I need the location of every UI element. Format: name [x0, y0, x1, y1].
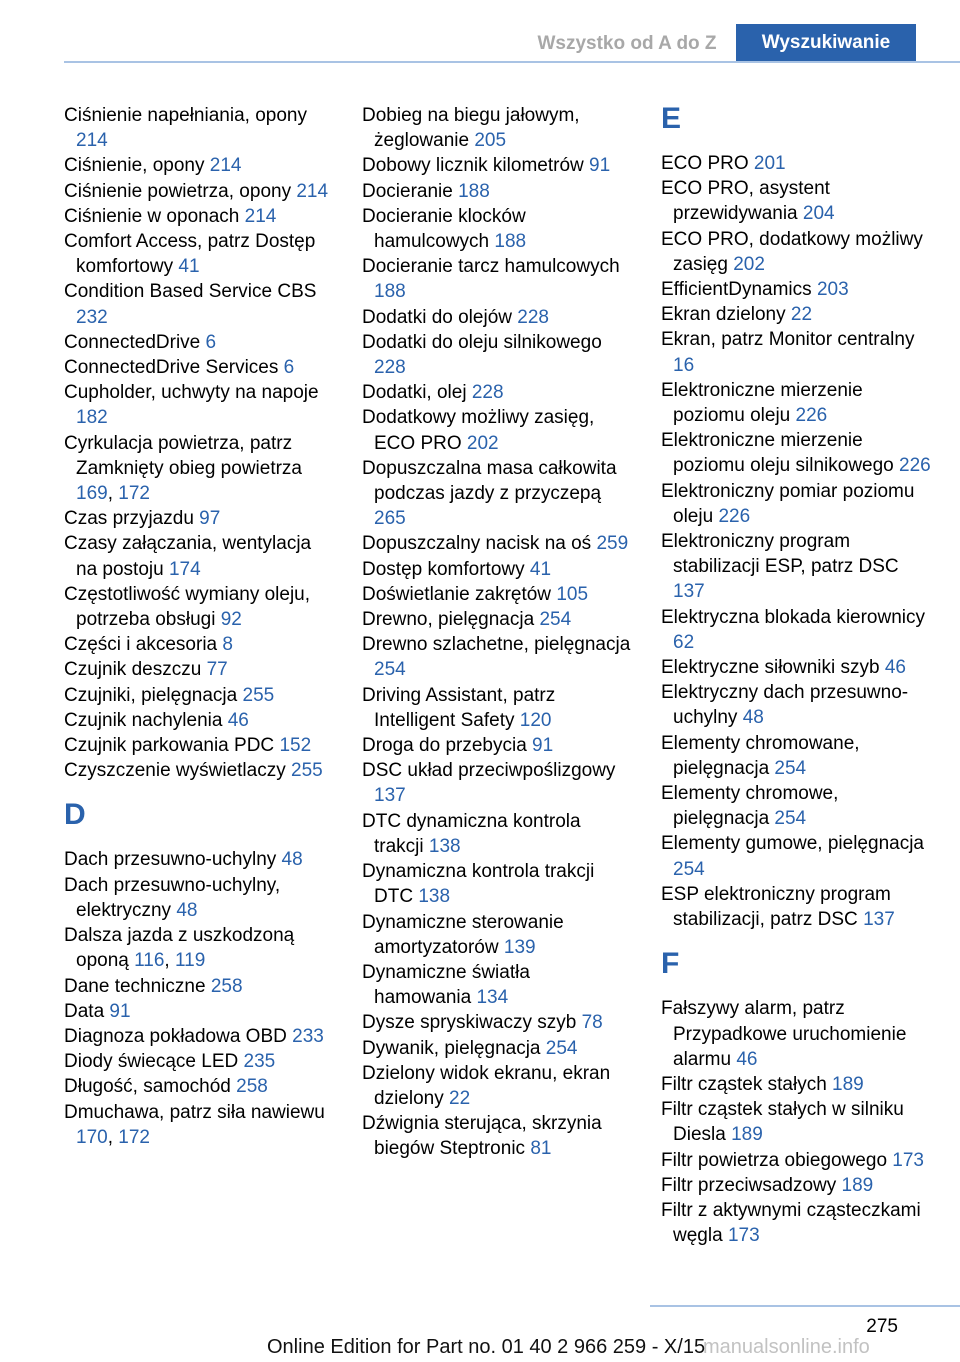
index-term: Dopuszczalny nacisk na oś	[362, 533, 592, 555]
index-term: EfficientDynamics	[661, 279, 812, 301]
index-entry	[362, 1061, 632, 1111]
page-reference-link[interactable]: 265	[374, 508, 406, 530]
index-term: Dywanik, pielęgnacja	[362, 1037, 541, 1059]
page-reference-link[interactable]: 41	[178, 256, 200, 278]
index-term: Elektroniczne mierzenie poziomu oleju silnikowego	[661, 430, 894, 477]
page-reference-link[interactable]: 233	[292, 1025, 324, 1047]
page-number: 275	[866, 1316, 898, 1337]
index-term: Filtr powietrza obiegowego	[661, 1149, 888, 1171]
page-reference-link[interactable]: 91	[532, 735, 554, 757]
page-reference-link[interactable]: 228	[471, 382, 504, 404]
index-term: Filtr przeciwsadzowy	[661, 1174, 837, 1196]
index-entry	[362, 153, 632, 178]
index-entry	[362, 733, 632, 758]
index-term: Czas przyjazdu	[64, 508, 194, 530]
index-entry	[64, 380, 334, 430]
index-term: Docieranie tarcz hamulcowych	[362, 256, 620, 278]
page-reference-link[interactable]: 188	[494, 231, 527, 253]
index-entry	[64, 632, 334, 657]
page-reference-link[interactable]: 172	[118, 483, 150, 505]
index-term: Drewno, pielęgnacja	[362, 609, 535, 631]
page-reference-link[interactable]: 235	[243, 1051, 276, 1073]
page-reference-link[interactable]: 62	[673, 631, 695, 653]
index-entry	[661, 655, 931, 680]
page-reference-link[interactable]: 205	[474, 130, 507, 152]
page-reference-link[interactable]: 226	[899, 455, 931, 477]
page-reference-link[interactable]: 92	[220, 609, 242, 631]
page-reference-link[interactable]: 41	[529, 558, 552, 580]
page-reference-link[interactable]: 202	[733, 253, 765, 275]
page-reference-link[interactable]: 226	[718, 505, 751, 527]
index-term: Czujnik nachylenia	[64, 709, 223, 731]
page-reference-link[interactable]: 6	[205, 331, 217, 353]
index-term: ESP elektroniczny program stabilizacji, patrz DSC	[661, 883, 891, 931]
index-entry	[64, 229, 334, 279]
page-reference-link[interactable]: 46	[736, 1048, 758, 1070]
index-entry	[64, 1024, 334, 1049]
page-reference-link[interactable]: 48	[281, 849, 303, 871]
page-reference-link[interactable]: 214	[76, 130, 108, 152]
index-column-2	[362, 103, 632, 1162]
tab-search[interactable]: Wyszukiwanie	[736, 24, 916, 62]
index-entry	[64, 531, 334, 581]
index-term: Droga do przebycia	[362, 735, 527, 757]
index-term: Dach przesuwno-uchylny	[64, 849, 277, 871]
index-entry	[362, 456, 632, 532]
index-term: Elektroniczny pomiar poziomu oleju	[661, 480, 915, 527]
index-term: Elementy gumowe, pielęgnacja	[661, 833, 924, 855]
index-term: Czujnik parkowania PDC	[64, 735, 275, 757]
index-term: Dynamiczne sterowanie amortyzatorów	[362, 911, 564, 958]
index-term: Dysze spryskiwaczy szyb	[362, 1012, 577, 1034]
index-entry	[661, 831, 931, 881]
index-column-1	[64, 103, 334, 1150]
page-reference-link[interactable]: 91	[109, 1000, 131, 1022]
index-entry	[362, 305, 632, 330]
index-term: Dynamiczna kontrola trakcji DTC	[362, 861, 595, 908]
index-entry	[661, 428, 931, 478]
page-reference-link[interactable]: 254	[673, 858, 705, 880]
index-term: Filtr cząstek stałych w silniku Diesla	[661, 1099, 904, 1146]
index-entry	[362, 405, 632, 455]
page-reference-link[interactable]: 254	[374, 659, 406, 681]
index-term: Elementy chromowe, pielęgnacja	[661, 783, 839, 830]
index-term: Ekran, patrz Monitor centralny	[661, 329, 915, 351]
index-term: Comfort Access, patrz Dostęp komfortowy	[64, 231, 316, 278]
page-reference-link[interactable]: 77	[206, 659, 228, 681]
index-entry	[64, 355, 334, 380]
index-term: Elektroniczne mierzenie poziomu oleju	[661, 379, 863, 427]
page-reference-link[interactable]: 202	[466, 432, 499, 454]
index-entry	[661, 176, 931, 226]
page-reference-link[interactable]: 173	[727, 1225, 760, 1247]
page-reference-link[interactable]: 78	[581, 1012, 603, 1034]
index-entry	[661, 605, 931, 655]
page-reference-link[interactable]: 232	[76, 306, 108, 328]
page-reference-link[interactable]: 204	[802, 203, 835, 225]
page-reference-link[interactable]: 254	[539, 609, 572, 631]
index-entry: Dmuchawa, patrz siła nawiewu 170, 172	[64, 1101, 325, 1148]
page-reference-link[interactable]: 172	[118, 1126, 150, 1148]
index-entry	[64, 330, 334, 355]
index-term: Długość, samochód	[64, 1076, 231, 1098]
index-entry	[64, 153, 334, 178]
page-reference-link[interactable]: 138	[428, 835, 461, 857]
page-reference-link[interactable]: 203	[816, 279, 849, 301]
index-entry	[661, 151, 931, 176]
index-term: Ekran dzielony	[661, 304, 786, 326]
page-reference-link[interactable]: 81	[530, 1138, 552, 1160]
page-reference-link[interactable]: 228	[517, 306, 549, 328]
index-entry	[64, 683, 334, 708]
index-entry	[661, 882, 931, 932]
index-entry	[362, 557, 632, 582]
index-term: Drewno szlachetne, pielęgnacja	[362, 634, 631, 656]
index-entry	[64, 733, 334, 758]
index-term: Dane techniczne	[64, 975, 206, 997]
page-reference-link[interactable]: 173	[892, 1149, 924, 1171]
index-term: Cupholder, uchwyty na napoje	[64, 382, 319, 404]
page-reference-link[interactable]: 48	[742, 707, 764, 729]
page-reference-link[interactable]: 228	[374, 357, 406, 379]
index-term: Czujniki, pielęgnacja	[64, 684, 238, 706]
index-entry	[64, 204, 334, 229]
index-term: Dostęp komfortowy	[362, 558, 525, 580]
section-letter: E	[661, 102, 682, 135]
page-reference-link[interactable]: 137	[863, 909, 895, 931]
page-reference-link[interactable]: 174	[168, 558, 201, 580]
index-entry	[661, 680, 931, 730]
page-reference-link[interactable]: 105	[556, 583, 589, 605]
page-reference-link[interactable]: 134	[476, 987, 509, 1009]
page-reference-link[interactable]: 226	[795, 405, 828, 427]
index-term: Elektryczne siłowniki szyb	[661, 657, 880, 679]
index-term: Diagnoza pokładowa OBD	[64, 1025, 287, 1047]
index-term: Docieranie klocków hamulcowych	[362, 205, 526, 253]
index-entry	[661, 1173, 931, 1198]
index-entry	[64, 1074, 334, 1099]
index-entry	[64, 103, 334, 153]
index-term: Dmuchawa, patrz siła nawiewu	[64, 1101, 325, 1123]
section-letter: F	[661, 947, 680, 981]
index-entry	[362, 179, 632, 204]
watermark: manualsonline.info	[703, 1336, 870, 1358]
index-entry	[661, 1072, 931, 1097]
index-term: Cyrkulacja powietrza, patrz Zamknięty obieg powietrza	[64, 432, 302, 479]
page-reference-link[interactable]: 138	[418, 886, 451, 908]
index-term: Dźwignia sterująca, skrzynia biegów Steptronic	[362, 1113, 602, 1160]
index-term: Docieranie	[362, 180, 453, 202]
index-term: Dobowy licznik kilometrów	[362, 155, 584, 177]
page-reference-link[interactable]: 169	[76, 483, 108, 505]
index-entry	[661, 1097, 931, 1147]
page-reference-link[interactable]: 116	[134, 950, 165, 972]
index-entry	[362, 103, 632, 153]
page-reference-link[interactable]: 137	[673, 581, 705, 603]
index-term: Dodatki, olej	[362, 382, 467, 404]
index-entry	[64, 708, 334, 733]
index-term: Elementy chromowane, pielęgnacja	[661, 732, 860, 779]
index-term: DTC dynamiczna kontrola trakcji	[362, 810, 581, 857]
page-reference-link[interactable]: 258	[210, 975, 243, 997]
index-term: Data	[64, 1000, 105, 1022]
index-entry	[64, 1049, 334, 1074]
index-entry	[64, 999, 334, 1024]
index-entry	[362, 607, 632, 632]
index-entry	[661, 378, 931, 428]
page-reference-link[interactable]: 22	[790, 304, 813, 326]
page-reference-link[interactable]: 254	[774, 808, 807, 830]
index-term: Condition Based Service CBS	[64, 281, 317, 303]
index-term: Ciśnienie napełniania, opony	[64, 105, 307, 126]
index-entry	[64, 506, 334, 531]
index-term: Dodatki do olejów	[362, 306, 512, 328]
index-column-3	[661, 103, 931, 1248]
index-entry	[661, 996, 931, 1072]
index-term: Ciśnienie, opony	[64, 155, 205, 177]
page-reference-link[interactable]: 214	[209, 155, 242, 177]
header-divider	[64, 61, 960, 63]
index-entry	[661, 302, 931, 327]
index-entry	[362, 859, 632, 909]
index-term: ECO PRO	[661, 153, 749, 174]
index-entry	[64, 873, 334, 923]
index-term: Czasy załączania, wentylacja na postoju	[64, 533, 312, 580]
index-entry	[362, 910, 632, 960]
page-reference-link[interactable]: 97	[199, 508, 221, 530]
page-reference-link[interactable]: 188	[374, 281, 406, 303]
page-reference-link[interactable]: 214	[296, 180, 329, 202]
page-reference-link[interactable]: 139	[503, 936, 536, 958]
index-entry	[64, 758, 334, 783]
index-entry	[362, 809, 632, 859]
page-reference-link[interactable]: 255	[291, 760, 323, 782]
index-term: Dzielony widok ekranu, ekran dzielony	[362, 1062, 611, 1109]
index-term: Dodatkowy możliwy zasięg, ECO PRO	[362, 407, 595, 454]
index-term: Filtr z aktywnymi cząsteczkami węgla	[661, 1199, 921, 1247]
page-reference-link[interactable]: 254	[774, 757, 807, 779]
index-term: Dobieg na biegu jałowym, żeglowanie	[362, 105, 580, 152]
index-term: Ciśnienie powietrza, opony	[64, 180, 292, 202]
index-term: DSC układ przeciwpoślizgowy	[362, 760, 616, 782]
index-term: Dodatki do oleju silnikowego	[362, 331, 602, 353]
page-reference-link[interactable]: 189	[832, 1073, 864, 1095]
index-term: Driving Assistant, patrz Intelligent Safety	[362, 684, 556, 731]
page-reference-link[interactable]: 182	[76, 407, 108, 429]
section-letter: D	[64, 798, 86, 832]
page-reference-link[interactable]: 91	[589, 155, 611, 177]
index-entry	[661, 1148, 931, 1173]
index-entry	[362, 254, 632, 304]
index-entry	[362, 960, 632, 1010]
index-entry	[661, 781, 931, 831]
index-term: ConnectedDrive	[64, 331, 201, 353]
page-reference-link[interactable]: 214	[244, 205, 277, 227]
page-reference-link[interactable]: 120	[519, 709, 552, 731]
page-reference-link[interactable]: 258	[236, 1076, 268, 1098]
index-entry	[362, 531, 632, 556]
index-entry	[362, 1036, 632, 1061]
page-reference-link[interactable]: 259	[596, 533, 629, 555]
index-term: Dach przesuwno-uchylny, elektryczny	[64, 874, 281, 921]
index-term: Dalsza jazda z uszkodzoną oponą	[64, 925, 295, 972]
index-entry	[64, 179, 334, 204]
index-entry	[64, 657, 334, 682]
index-term: ECO PRO, dodatkowy możliwy zasięg	[661, 228, 923, 275]
index-entry	[362, 204, 632, 254]
index-term: Elektryczna blokada kierownicy	[661, 606, 926, 628]
index-term: Czujnik deszczu	[64, 659, 202, 681]
page-reference-link[interactable]: 188	[458, 180, 490, 202]
page-reference-link[interactable]: 119	[174, 950, 206, 972]
index-term: Filtr cząstek stałych	[661, 1073, 827, 1095]
index-entry	[362, 758, 632, 808]
index-entry	[661, 227, 931, 277]
page-reference-link[interactable]: 189	[731, 1124, 763, 1146]
index-entry	[661, 529, 931, 605]
page-reference-link[interactable]: 16	[673, 354, 695, 376]
page-reference-link[interactable]: 189	[841, 1174, 874, 1196]
page-reference-link[interactable]: 254	[545, 1037, 578, 1059]
index-term: Fałszywy alarm, patrz Przypadkowe uruchomienie alarmu	[661, 998, 907, 1070]
index-term: Diody świecące LED	[64, 1051, 239, 1073]
index-entry	[362, 380, 632, 405]
index-entry	[64, 974, 334, 999]
tab-index-a-z[interactable]: Wszystko od A do Z	[520, 26, 734, 62]
index-entry	[64, 847, 334, 872]
page-reference-link[interactable]: 6	[283, 357, 295, 379]
page-reference-link[interactable]: 137	[374, 785, 406, 807]
index-entry	[362, 1111, 632, 1161]
footer-divider	[650, 1305, 960, 1307]
index-term: Częstotliwość wymiany oleju, potrzeba obsługi	[64, 583, 311, 631]
page-reference-link[interactable]: 46	[227, 709, 249, 731]
index-entry	[362, 1010, 632, 1035]
page-reference-link[interactable]: 48	[176, 899, 198, 921]
index-term: ConnectedDrive Services	[64, 357, 279, 379]
index-entry	[661, 277, 931, 302]
index-entry	[64, 582, 334, 632]
index-term: Dopuszczalna masa całkowita podczas jazdy z przyczepą	[362, 457, 617, 505]
index-term: Ciśnienie w oponach	[64, 205, 240, 227]
index-entry	[362, 582, 632, 607]
index-term: Części i akcesoria	[64, 634, 218, 656]
index-term: Dynamiczne światła hamowania	[362, 961, 530, 1009]
index-term: ECO PRO, asystent przewidywania	[661, 178, 830, 225]
page-reference-link[interactable]: 46	[884, 657, 906, 679]
index-entry	[661, 479, 931, 529]
edition-footer: Online Edition for Part no. 01 40 2 966 259 - X/15	[267, 1336, 706, 1358]
index-entry	[362, 330, 632, 380]
index-term: Doświetlanie zakrętów	[362, 583, 552, 605]
index-entry: Cyrkulacja powietrza, patrz Zamknięty obieg powietrza 169, 172	[64, 432, 302, 505]
index-entry	[362, 632, 632, 682]
index-entry	[64, 279, 334, 329]
index-entry: Dalsza jazda z uszkodzoną oponą 116, 119	[64, 925, 295, 972]
page-reference-link[interactable]: 22	[449, 1087, 471, 1109]
page-reference-link[interactable]: 152	[279, 735, 312, 757]
index-term: Elektryczny dach przesuwno-uchylny	[661, 682, 909, 729]
page-reference-link[interactable]: 255	[242, 684, 275, 706]
page-reference-link[interactable]: 170	[76, 1126, 108, 1148]
index-term: Czyszczenie wyświetlaczy	[64, 760, 286, 782]
page-reference-link[interactable]: 8	[222, 634, 233, 656]
index-entry	[661, 1198, 931, 1248]
index-entry	[661, 327, 931, 377]
index-entry	[362, 683, 632, 733]
index-term: Elektroniczny program stabilizacji ESP, patrz DSC	[661, 531, 899, 578]
page-reference-link[interactable]: 201	[753, 153, 786, 174]
index-entry	[661, 731, 931, 781]
